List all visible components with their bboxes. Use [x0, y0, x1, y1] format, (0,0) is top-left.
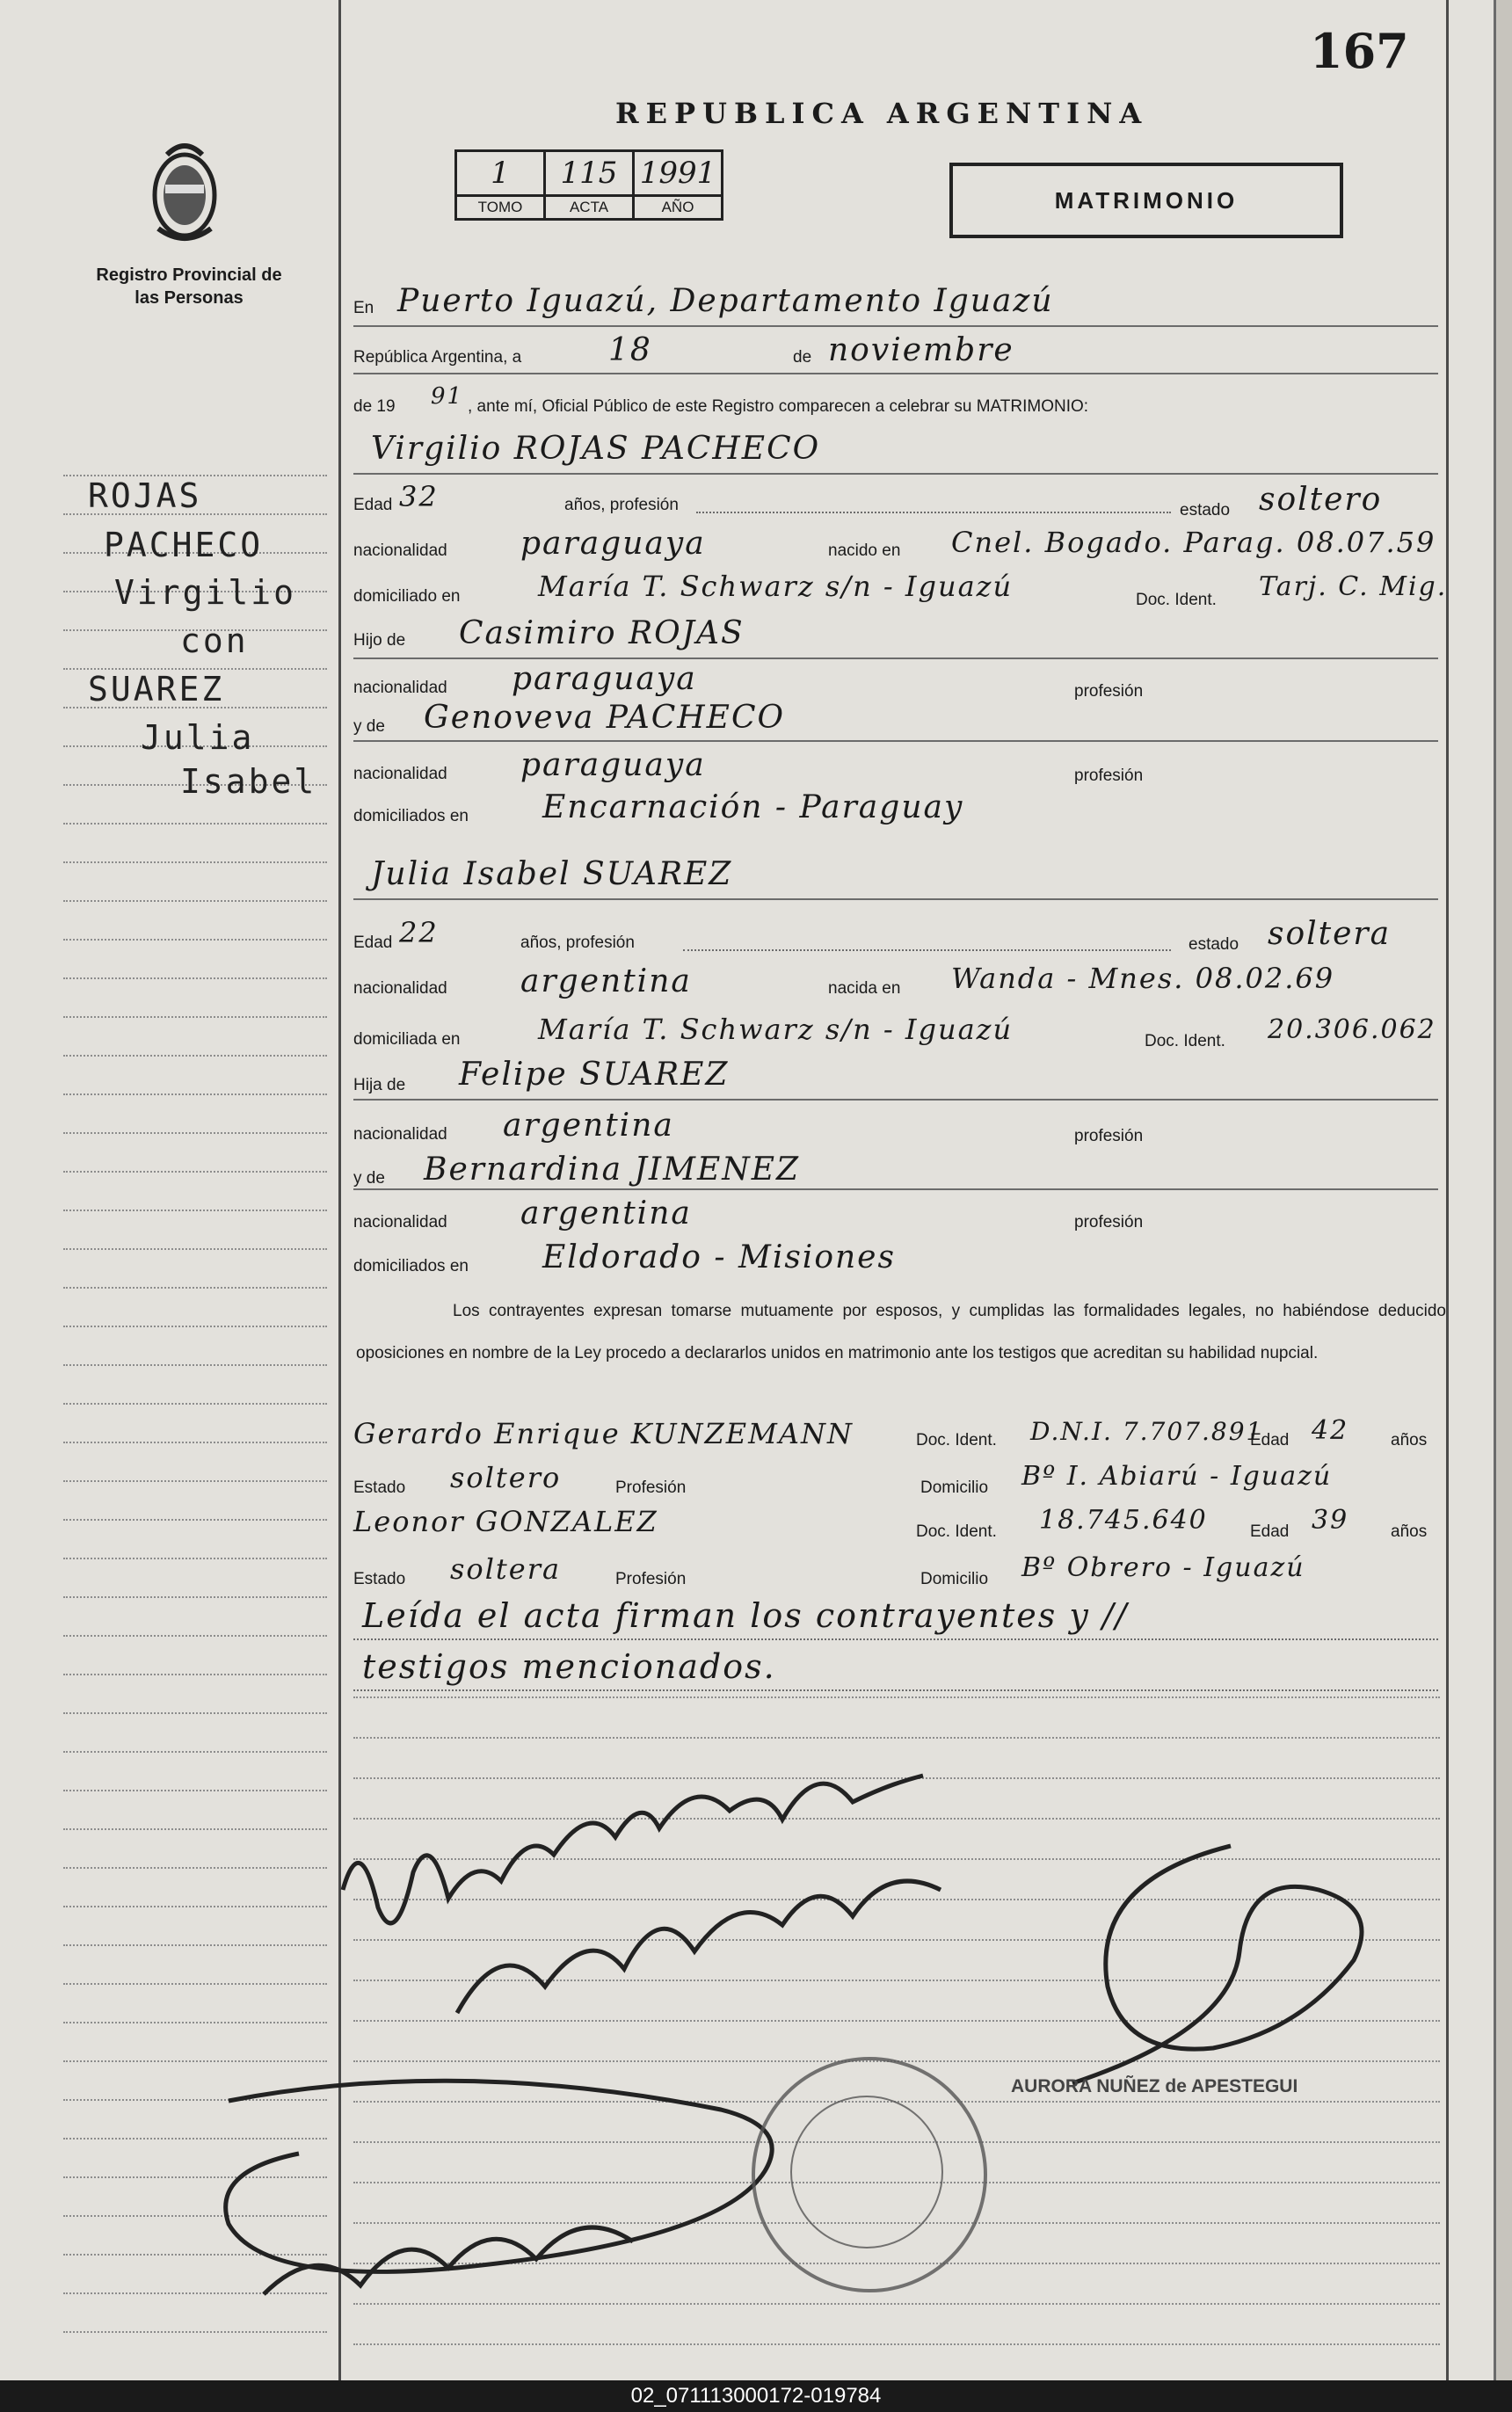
row-bride-father — [353, 1053, 1438, 1101]
margin-rule-line — [63, 1519, 327, 1521]
label-hijo-de: Hijo de — [353, 631, 406, 650]
label-anos-profesion: años, profesión — [564, 496, 679, 514]
label-profesion: profesión — [1074, 766, 1144, 785]
row-year — [353, 383, 1443, 424]
label-doc-ident: Doc. Ident. — [1136, 591, 1217, 609]
bride-mother: Bernardina JIMENEZ — [424, 1152, 801, 1188]
bride-nacionalidad: argentina — [520, 963, 692, 999]
margin-rule-line — [63, 1828, 327, 1830]
label-nacionalidad: nacionalidad — [353, 541, 447, 560]
margin-rule-line — [63, 1403, 327, 1405]
row-date — [353, 327, 1438, 374]
witness2-domicilio: Bº Obrero - Iguazú — [1021, 1552, 1305, 1583]
row-bride-parents-dom — [353, 1239, 1443, 1287]
place-value: Puerto Iguazú, Departamento Iguazú — [397, 283, 1054, 319]
groom-estado: soltero — [1259, 482, 1383, 518]
label-republica: República Argentina, a — [353, 348, 522, 367]
margin-rule-line — [63, 1132, 327, 1134]
margin-rule-line — [63, 1906, 327, 1907]
margin-rule-line — [63, 1712, 327, 1714]
label-estado: Estado — [353, 1478, 406, 1497]
margin-rule-line — [63, 1983, 327, 1985]
groom-age: 32 — [399, 480, 439, 513]
margin-rule-line — [63, 1016, 327, 1018]
bride-father: Felipe SUAREZ — [459, 1057, 730, 1093]
closing-line: Leída el acta firman los contrayentes y // — [362, 1596, 1129, 1635]
witness1-doc: D.N.I. 7.707.891 — [1030, 1417, 1264, 1446]
label-anos: años — [1391, 1431, 1428, 1449]
margin-rule-line — [63, 939, 327, 941]
label-nacido-en: nacido en — [828, 541, 901, 560]
row-witness1-estado — [353, 1463, 1443, 1507]
margin-rule-line — [63, 977, 327, 979]
label-anos-profesion: años, profesión — [520, 934, 635, 952]
record-type-box: MATRIMONIO — [949, 163, 1343, 238]
closing-line: testigos mencionados. — [362, 1647, 776, 1686]
margin-note-line: con — [180, 621, 249, 660]
margin-rule-line — [63, 1944, 327, 1946]
bride-parents-dom: Eldorado - Misiones — [542, 1239, 896, 1275]
margin-rule-line — [63, 861, 327, 863]
groom-doc: Tarj. C. Mig. — [1259, 571, 1448, 602]
groom-father: Casimiro ROJAS — [459, 615, 745, 651]
row-bride-mother-nat — [353, 1195, 1443, 1245]
margin-rule-line — [63, 1287, 327, 1289]
label-edad: Edad — [353, 934, 393, 952]
acta-value: 115 — [545, 151, 634, 196]
label-domicilio: Domicilio — [920, 1570, 989, 1588]
margin-note-line: SUAREZ — [88, 670, 225, 708]
witness1-age: 42 — [1312, 1415, 1349, 1446]
month-value: noviembre — [828, 332, 1014, 368]
bride-mother-nat: argentina — [520, 1195, 692, 1231]
margin-rule-line — [63, 1790, 327, 1791]
label-nacionalidad: nacionalidad — [353, 679, 447, 697]
margin-rule-line — [63, 1480, 327, 1482]
label-domiciliado-en: domiciliado en — [353, 587, 461, 606]
day-value: 18 — [608, 332, 652, 368]
row-bride-age — [353, 916, 1443, 965]
label-anos: años — [1391, 1522, 1428, 1541]
margin-rule-line — [63, 1248, 327, 1250]
label-doc-ident: Doc. Ident. — [1145, 1032, 1225, 1050]
bride-name: Julia Isabel SUAREZ — [371, 856, 733, 892]
label-domiciliados-en: domiciliados en — [353, 1257, 469, 1275]
witness2-estado: soltera — [450, 1552, 562, 1586]
margin-rule-line — [63, 1751, 327, 1753]
label-nacionalidad: nacionalidad — [353, 1125, 447, 1144]
row-groom-mother-nat — [353, 747, 1443, 795]
groom-father-nat: paraguaya — [512, 661, 697, 697]
label-domiciliados-en: domiciliados en — [353, 807, 469, 825]
row-closing-2 — [353, 1644, 1438, 1691]
row-place — [353, 280, 1438, 327]
row-groom-nat — [353, 526, 1443, 570]
margin-rule-line — [63, 1364, 327, 1366]
margin-rule-line — [63, 2331, 327, 2333]
margin-rule-line — [63, 1596, 327, 1598]
groom-mother-nat: paraguaya — [520, 747, 706, 783]
page-edge — [1494, 0, 1512, 2380]
witness2-doc: 18.745.640 — [1039, 1505, 1208, 1536]
label-de-19: de 19 — [353, 397, 396, 416]
label-nacionalidad: nacionalidad — [353, 979, 447, 998]
row-closing-1 — [353, 1593, 1438, 1640]
bride-nacida-en: Wanda - Mnes. 08.02.69 — [951, 962, 1335, 995]
row-groom-name — [353, 427, 1438, 475]
signature-witness — [193, 2048, 809, 2329]
country-heading: REPUBLICA ARGENTINA — [615, 97, 1149, 130]
label-y-de: y de — [353, 717, 385, 736]
margin-rule-line — [63, 1442, 327, 1443]
bride-doc: 20.306.062 — [1268, 1014, 1436, 1045]
registration-table — [454, 149, 723, 221]
label-de: de — [793, 348, 812, 367]
official-seal — [752, 2057, 987, 2292]
row-witness2 — [353, 1505, 1443, 1552]
label-domiciliada-en: domiciliada en — [353, 1030, 461, 1049]
margin-note-line: ROJAS — [88, 476, 202, 515]
year-value: 91 — [431, 383, 464, 410]
label-comparecen: , ante mí, Oficial Público de este Registro comparecen a celebrar su MATRIMONIO: — [468, 397, 1089, 416]
label-profesion: profesión — [1074, 1127, 1144, 1145]
label-nacionalidad: nacionalidad — [353, 1213, 447, 1231]
margin-rule-line — [63, 1558, 327, 1559]
margin-rule-line — [63, 1055, 327, 1057]
margin-column — [0, 0, 338, 2380]
label-hija-de: Hija de — [353, 1076, 406, 1094]
label-profesion: Profesión — [615, 1478, 687, 1497]
row-groom-parents-dom — [353, 789, 1443, 837]
right-border — [1446, 0, 1449, 2380]
row-groom-age — [353, 482, 1443, 526]
margin-rule-line — [63, 1326, 327, 1327]
margin-note-line: Julia — [141, 718, 255, 757]
margin-rule-line — [63, 1674, 327, 1675]
label-estado: estado — [1180, 501, 1231, 519]
label-estado: Estado — [353, 1570, 406, 1588]
label-profesion: profesión — [1074, 1213, 1144, 1231]
witness1-estado: soltero — [450, 1461, 562, 1494]
margin-rule-line — [63, 900, 327, 902]
row-bride-mother — [353, 1143, 1438, 1190]
margin-rule-line — [63, 823, 327, 825]
row-witness1 — [353, 1417, 1443, 1461]
margin-rule-line — [63, 1171, 327, 1173]
witness2-age: 39 — [1312, 1505, 1349, 1536]
officer-name: AURORA NUÑEZ de APESTEGUI — [1011, 2076, 1298, 2096]
label-doc-ident: Doc. Ident. — [916, 1522, 997, 1541]
row-bride-name — [353, 853, 1438, 900]
bride-domicilio: María T. Schwarz s/n - Iguazú — [538, 1013, 1014, 1046]
bride-father-nat: argentina — [503, 1108, 674, 1144]
margin-rule-line — [63, 1093, 327, 1095]
margin-rule-line — [63, 2022, 327, 2023]
margin-note-line: PACHECO — [104, 526, 264, 564]
witness2-name: Leonor GONZALEZ — [353, 1505, 658, 1538]
label-profesion: profesión — [1074, 682, 1144, 701]
registry-name: Registro Provincial de las Personas — [96, 265, 282, 308]
groom-name: Virgilio ROJAS PACHECO — [371, 431, 821, 467]
row-groom-mother — [353, 694, 1438, 742]
tomo-label: TOMO — [456, 196, 545, 220]
label-estado: estado — [1189, 935, 1239, 954]
acta-label: ACTA — [545, 196, 634, 220]
declaration-text: Los contrayentes expresan tomarse mutuamente por esposos, y cumplidas las formalidades legales, no habiéndose deducido oposiciones en nombre de la Ley procedo a declararlos unidos en matrimonio ante los testigos que acreditan su habilidad nupcial. — [356, 1302, 1446, 1362]
label-y-de: y de — [353, 1169, 385, 1188]
folio-number: 167 — [1310, 23, 1409, 79]
ano-value: 1991 — [634, 151, 723, 196]
signature-officer — [1020, 1828, 1407, 2092]
margin-rule-line — [63, 1867, 327, 1869]
margin-note-line: Virgilio — [114, 573, 297, 612]
label-edad: Edad — [1250, 1522, 1290, 1541]
label-en: En — [353, 299, 374, 317]
coat-of-arms-icon — [141, 132, 229, 255]
label-profesion: Profesión — [615, 1570, 687, 1588]
groom-nacionalidad: paraguaya — [520, 526, 706, 562]
witness1-domicilio: Bº I. Abiarú - Iguazú — [1021, 1461, 1333, 1492]
label-domicilio: Domicilio — [920, 1478, 989, 1497]
margin-note-line: Isabel — [180, 762, 317, 801]
row-groom-father — [353, 612, 1438, 659]
row-bride-nat — [353, 962, 1443, 1011]
label-nacida-en: nacida en — [828, 979, 901, 998]
document-code: 02_071113000172-019784 — [0, 2380, 1512, 2412]
margin-rule-line — [63, 1210, 327, 1211]
label-edad: Edad — [353, 496, 393, 514]
row-groom-dom — [353, 570, 1448, 614]
margin-rule-line — [63, 1635, 327, 1637]
label-nacionalidad: nacionalidad — [353, 765, 447, 783]
ano-label: AÑO — [634, 196, 723, 220]
bride-age: 22 — [399, 916, 439, 949]
tomo-value: 1 — [456, 151, 545, 196]
witness1-name: Gerardo Enrique KUNZEMANN — [353, 1417, 854, 1450]
signature-rule-line — [353, 1696, 1440, 1698]
label-doc-ident: Doc. Ident. — [916, 1431, 997, 1449]
bride-estado: soltera — [1268, 916, 1392, 952]
signature-rule-line — [353, 2343, 1440, 2345]
groom-nacido-en: Cnel. Bogado. Parag. 08.07.59 — [951, 526, 1436, 559]
groom-parents-dom: Encarnación - Paraguay — [542, 789, 964, 825]
groom-mother: Genoveva PACHECO — [424, 700, 786, 736]
signature-groom — [325, 1723, 993, 2074]
label-edad: Edad — [1250, 1431, 1290, 1449]
groom-domicilio: María T. Schwarz s/n - Iguazú — [538, 570, 1014, 603]
